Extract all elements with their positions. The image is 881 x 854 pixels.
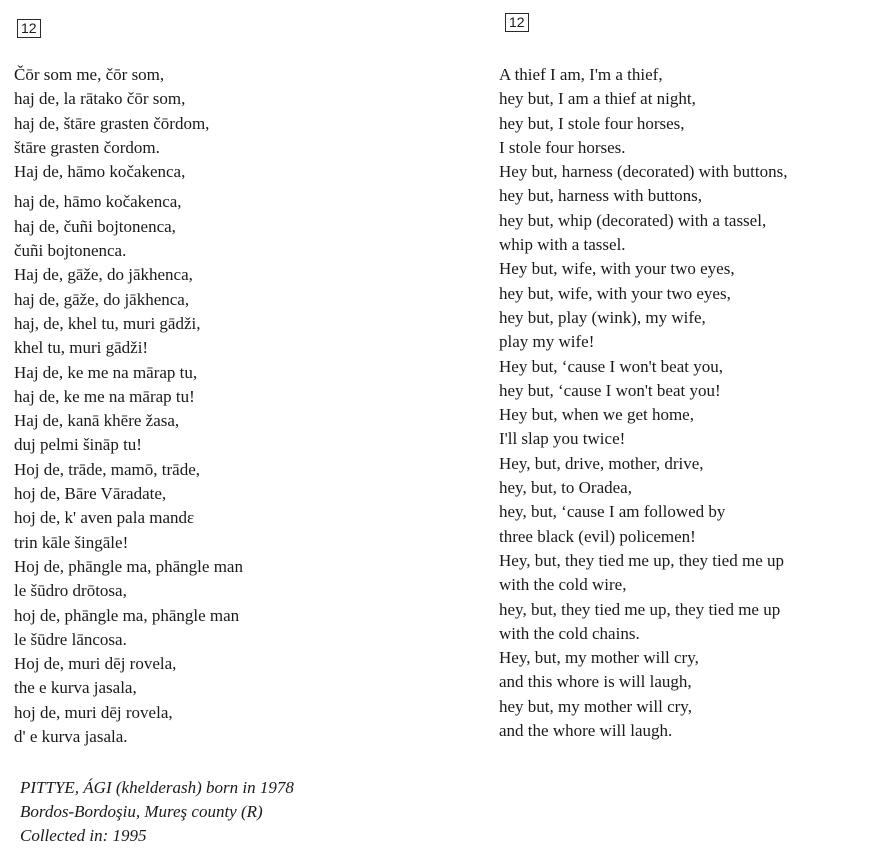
english-line: play my wife! bbox=[499, 332, 595, 352]
english-line: with the cold chains. bbox=[499, 623, 640, 643]
romani-line: d' e kurva jasala. bbox=[14, 727, 128, 747]
english-line: hey but, I stole four horses, bbox=[499, 113, 685, 133]
english-line: hey but, play (wink), my wife, bbox=[499, 307, 706, 327]
page-number-right: 12 bbox=[505, 13, 529, 32]
english-line: hey but, whip (decorated) with a tassel, bbox=[499, 210, 767, 230]
english-line: Hey, but, my mother will cry, bbox=[499, 648, 699, 668]
romani-lyrics bbox=[14, 63, 474, 749]
english-line: I stole four horses. bbox=[499, 137, 626, 157]
english-line: I'll slap you twice! bbox=[499, 429, 626, 449]
english-line: Hey, but, they tied me up, they tied me up bbox=[499, 550, 784, 570]
romani-line: haj de, hāmo kočakenca, bbox=[14, 192, 182, 212]
romani-line: štāre grasten čordom. bbox=[14, 137, 160, 157]
romani-line: hoj de, phāngle ma, phāngle man bbox=[14, 605, 240, 625]
romani-line: haj de, čuñi bojtonenca, bbox=[14, 216, 176, 236]
english-line: and this whore is will laugh, bbox=[499, 672, 692, 692]
english-line: Hey but, wife, with your two eyes, bbox=[499, 259, 735, 279]
romani-line: Hoj de, phāngle ma, phāngle man bbox=[14, 556, 243, 576]
romani-line: Haj de, kanā khēre žasa, bbox=[14, 411, 180, 431]
english-line: three black (evil) policemen! bbox=[499, 526, 696, 546]
english-line: with the cold wire, bbox=[499, 575, 627, 595]
credit-performer: PITTYE, ÁGI (khelderash) born in 1978 bbox=[20, 778, 294, 797]
romani-line: Hoj de, trāde, mamō, trāde, bbox=[14, 459, 200, 479]
romani-line: khel tu, muri gādži! bbox=[14, 338, 149, 358]
romani-line: haj, de, khel tu, muri gādži, bbox=[14, 313, 201, 333]
english-line: whip with a tassel. bbox=[499, 235, 626, 255]
credit-collected: Collected in: 1995 bbox=[20, 826, 147, 845]
english-line: Hey, but, drive, mother, drive, bbox=[499, 453, 704, 473]
romani-line: haj de, gāže, do jākhenca, bbox=[14, 289, 190, 309]
romani-line: Haj de, gāže, do jākhenca, bbox=[14, 265, 193, 285]
romani-line: haj de, la rātako čōr som, bbox=[14, 89, 186, 109]
romani-line: trin kāle šingāle! bbox=[14, 532, 129, 552]
romani-line: Čōr som me, čōr som, bbox=[14, 65, 165, 84]
romani-line: čuñi bojtonenca. bbox=[14, 241, 127, 261]
english-line: A thief I am, I'm a thief, bbox=[499, 65, 663, 84]
romani-line: hoj de, k' aven pala mandε bbox=[14, 508, 195, 528]
english-line: Hey but, ‘cause I won't beat you, bbox=[499, 356, 723, 376]
romani-line: Haj de, ke me na mārap tu, bbox=[14, 362, 198, 382]
english-line: Hey but, when we get home, bbox=[499, 405, 694, 425]
romani-line: haj de, ke me na mārap tu! bbox=[14, 386, 195, 406]
romani-line: hoj de, muri dēj rovela, bbox=[14, 702, 173, 722]
english-line: hey but, my mother will cry, bbox=[499, 696, 692, 716]
english-line: hey, but, to Oradea, bbox=[499, 478, 632, 498]
page-number-left: 12 bbox=[17, 19, 41, 38]
english-line: and the whore will laugh. bbox=[499, 721, 673, 741]
romani-line: Haj de, hāmo kočakenca, bbox=[14, 162, 186, 182]
english-line: hey, but, they tied me up, they tied me up bbox=[499, 599, 781, 619]
romani-line: hoj de, Bāre Vāradate, bbox=[14, 484, 167, 504]
english-line: hey but, ‘cause I won't beat you! bbox=[499, 380, 721, 400]
romani-line: le šūdre lāncosa. bbox=[14, 629, 127, 649]
romani-line: haj de, štāre grasten čōrdom, bbox=[14, 113, 210, 133]
english-line: hey but, harness with buttons, bbox=[499, 186, 703, 206]
english-line: hey but, I am a thief at night, bbox=[499, 89, 696, 109]
english-line: hey, but, ‘cause I am followed by bbox=[499, 502, 726, 522]
credit-location: Bordos-Bordoşiu, Mureş county (R) bbox=[20, 802, 263, 821]
english-translation bbox=[499, 63, 879, 743]
romani-line: the e kurva jasala, bbox=[14, 678, 137, 698]
english-line: hey but, wife, with your two eyes, bbox=[499, 283, 731, 303]
romani-line: Hoj de, muri dēj rovela, bbox=[14, 654, 177, 674]
romani-line: le šūdro drōtosa, bbox=[14, 581, 127, 601]
english-line: Hey but, harness (decorated) with buttons, bbox=[499, 162, 788, 182]
romani-line: duj pelmi šināp tu! bbox=[14, 435, 142, 455]
credits bbox=[20, 776, 294, 848]
